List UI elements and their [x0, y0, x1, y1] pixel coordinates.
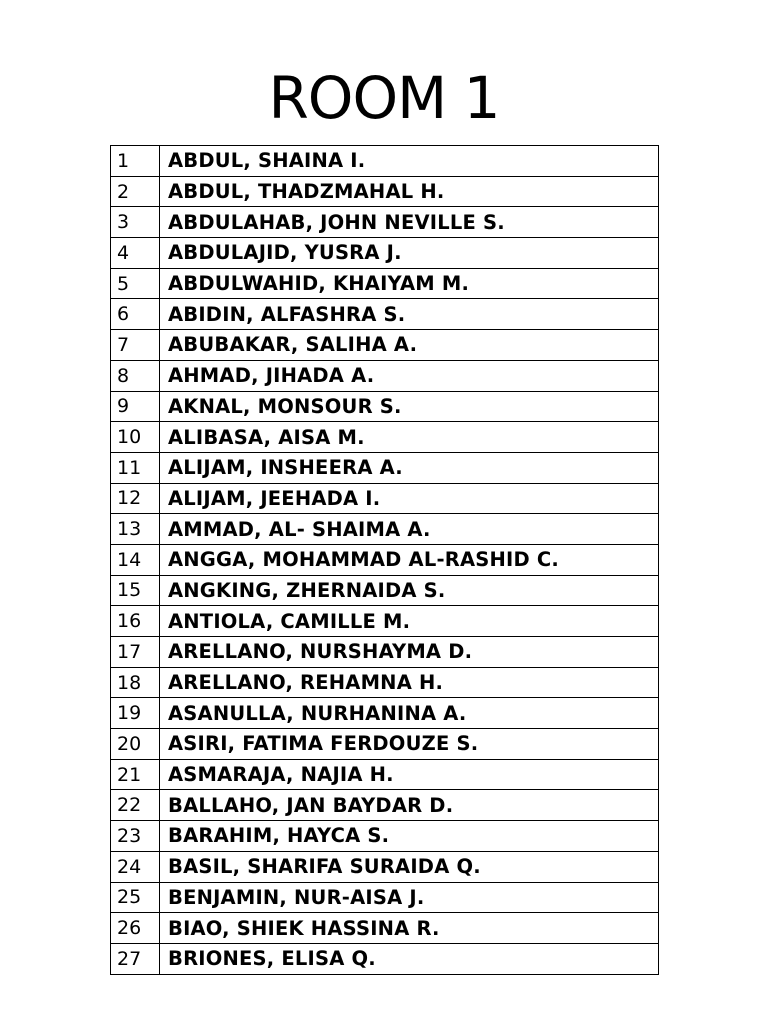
student-name: ALIJAM, JEEHADA I.: [160, 483, 659, 514]
student-name: ARELLANO, REHAMNA H.: [160, 667, 659, 698]
row-number: 18: [111, 667, 160, 698]
table-row: [111, 176, 659, 207]
row-number: 21: [111, 759, 160, 790]
student-name: ASMARAJA, NAJIA H.: [160, 759, 659, 790]
student-name: BENJAMIN, NUR-AISA J.: [160, 882, 659, 913]
student-name: AHMAD, JIHADA A.: [160, 360, 659, 391]
table-row: [111, 667, 659, 698]
row-number: 17: [111, 637, 160, 668]
student-name: ASIRI, FATIMA FERDOUZE S.: [160, 729, 659, 760]
student-name: ABDUL, THADZMAHAL H.: [160, 176, 659, 207]
student-name: ANGKING, ZHERNAIDA S.: [160, 575, 659, 606]
table-row: [111, 575, 659, 606]
table-row: [111, 391, 659, 422]
student-name: ANTIOLA, CAMILLE M.: [160, 606, 659, 637]
table-row: [111, 268, 659, 299]
student-name: ARELLANO, NURSHAYMA D.: [160, 637, 659, 668]
student-name: ABUBAKAR, SALIHA A.: [160, 330, 659, 361]
row-number: 5: [111, 268, 160, 299]
table-row: [111, 851, 659, 882]
row-number: 6: [111, 299, 160, 330]
table-row: [111, 606, 659, 637]
row-number: 20: [111, 729, 160, 760]
table-row: [111, 330, 659, 361]
student-name: ALIBASA, AISA M.: [160, 422, 659, 453]
row-number: 3: [111, 207, 160, 238]
table-row: [111, 207, 659, 238]
row-number: 9: [111, 391, 160, 422]
row-number: 15: [111, 575, 160, 606]
row-number: 11: [111, 452, 160, 483]
row-number: 19: [111, 698, 160, 729]
table-row: [111, 913, 659, 944]
row-number: 26: [111, 913, 160, 944]
row-number: 27: [111, 943, 160, 974]
row-number: 16: [111, 606, 160, 637]
row-number: 25: [111, 882, 160, 913]
row-number: 13: [111, 514, 160, 545]
table-row: [111, 790, 659, 821]
table-row: [111, 422, 659, 453]
table-row: [111, 238, 659, 269]
row-number: 4: [111, 238, 160, 269]
table-row: [111, 483, 659, 514]
table-row: [111, 299, 659, 330]
row-number: 7: [111, 330, 160, 361]
student-name: ABDULAJID, YUSRA J.: [160, 238, 659, 269]
row-number: 14: [111, 544, 160, 575]
table-row: [111, 452, 659, 483]
row-number: 8: [111, 360, 160, 391]
student-name: BIAO, SHIEK HASSINA R.: [160, 913, 659, 944]
table-row: [111, 514, 659, 545]
table-row: [111, 729, 659, 760]
table-row: [111, 759, 659, 790]
student-name: AMMAD, AL- SHAIMA A.: [160, 514, 659, 545]
table-row: [111, 544, 659, 575]
row-number: 10: [111, 422, 160, 453]
page-title: ROOM 1: [268, 64, 500, 132]
student-name: ANGGA, MOHAMMAD AL-RASHID C.: [160, 544, 659, 575]
student-name: ABDULWAHID, KHAIYAM M.: [160, 268, 659, 299]
roster-body: [111, 146, 659, 975]
student-name: BALLAHO, JAN BAYDAR D.: [160, 790, 659, 821]
student-name: ABDULAHAB, JOHN NEVILLE S.: [160, 207, 659, 238]
student-name: ABDUL, SHAINA I.: [160, 146, 659, 177]
student-name: ALIJAM, INSHEERA A.: [160, 452, 659, 483]
table-row: [111, 821, 659, 852]
row-number: 12: [111, 483, 160, 514]
roster-table: [110, 145, 659, 975]
row-number: 2: [111, 176, 160, 207]
row-number: 1: [111, 146, 160, 177]
table-row: [111, 146, 659, 177]
student-name: ASANULLA, NURHANINA A.: [160, 698, 659, 729]
table-row: [111, 698, 659, 729]
student-name: ABIDIN, ALFASHRA S.: [160, 299, 659, 330]
row-number: 24: [111, 851, 160, 882]
row-number: 23: [111, 821, 160, 852]
student-name: AKNAL, MONSOUR S.: [160, 391, 659, 422]
table-row: [111, 637, 659, 668]
student-name: BASIL, SHARIFA SURAIDA Q.: [160, 851, 659, 882]
student-name: BRIONES, ELISA Q.: [160, 943, 659, 974]
row-number: 22: [111, 790, 160, 821]
table-row: [111, 882, 659, 913]
student-name: BARAHIM, HAYCA S.: [160, 821, 659, 852]
table-row: [111, 943, 659, 974]
table-row: [111, 360, 659, 391]
